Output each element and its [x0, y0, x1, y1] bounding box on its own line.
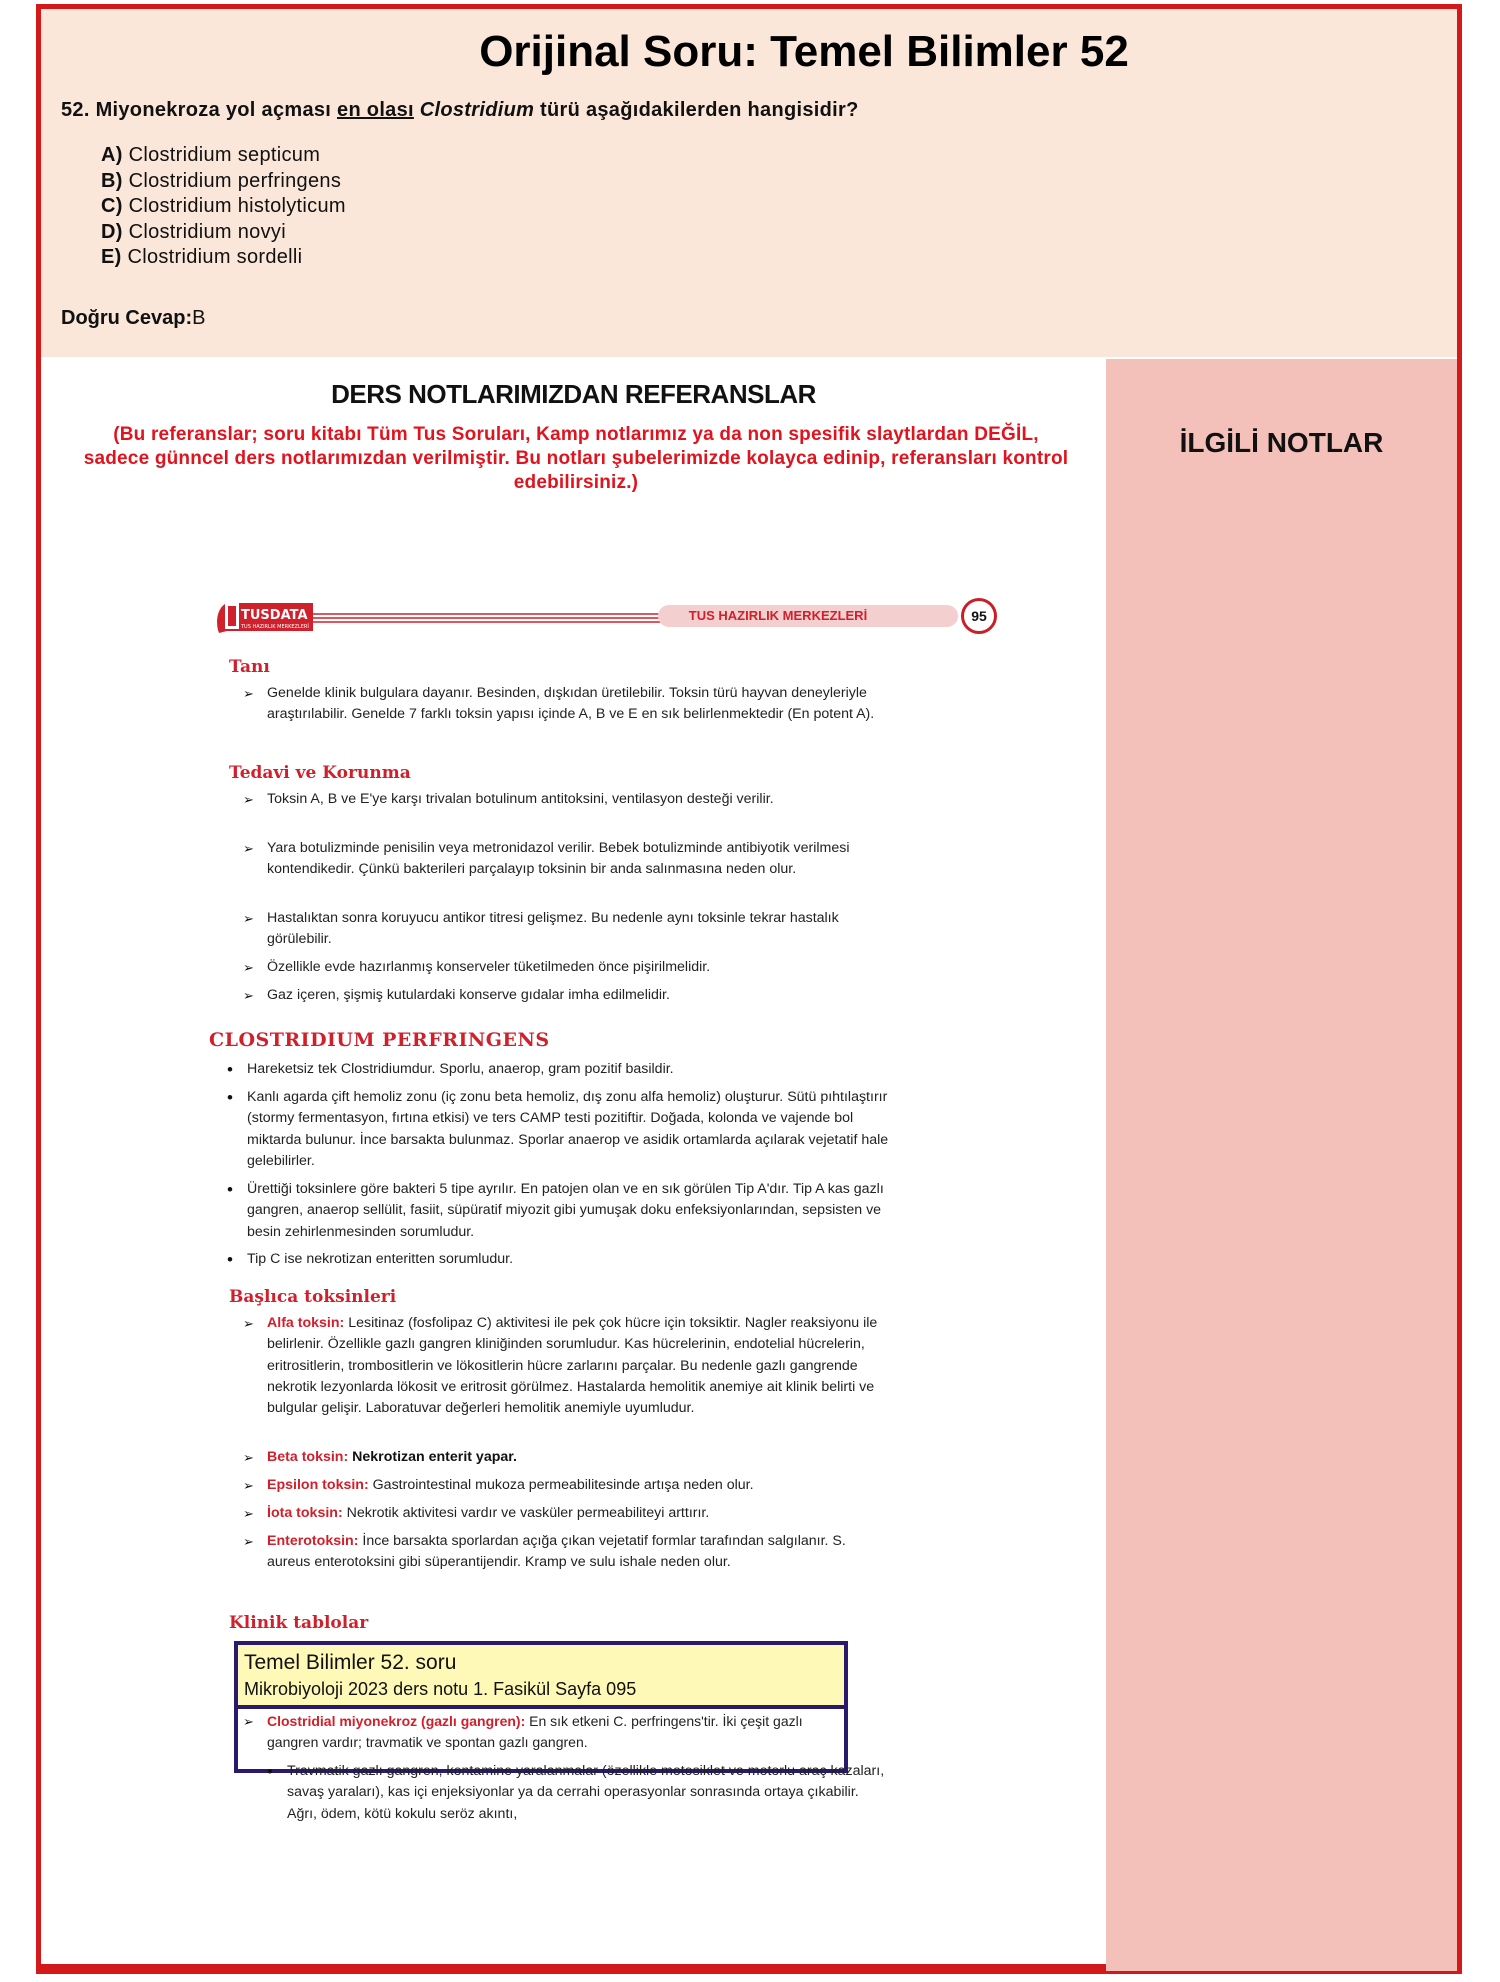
- tani-item-1: ➢ Genelde klinik bulgulara dayanır. Besinden, dışkıdan üretilebilir. Toksin türü hayvan deneyleriyle araştırılabilir. Genelde 7 farklı toksin yapısı içinde A, B ve E en sık belirlenmektedir (En potent A).: [267, 683, 887, 726]
- header-bar: [658, 605, 958, 627]
- references-title: DERS NOTLARIMIZDAN REFERANSLAR: [331, 379, 816, 409]
- reference-source-label: Mikrobiyoloji 2023 ders notu 1. Fasikül Sayfa 095: [244, 1679, 637, 1699]
- question-number: 52.: [61, 99, 90, 121]
- question-underlined: en olası: [337, 99, 414, 121]
- page-frame: [36, 4, 1462, 1974]
- question-panel: [41, 9, 1457, 357]
- option-c: C) Clostridium histolyticum: [101, 195, 346, 218]
- related-notes-column: [1106, 359, 1457, 1971]
- answer-options: [101, 143, 346, 271]
- correct-answer: [61, 307, 205, 330]
- question-part-2: türü aşağıdakilerden hangisidir?: [540, 99, 859, 121]
- alfa-toksin: ➢ Alfa toksin: Lesitinaz (fosfolipaz C) aktivitesi ile pek çok hücre için toksiktir. Nagler reaksiyonu ile belirlenir. Özellikle gazlı gangren kliniğinden sorumludur. Kas hücrelerinin, endotelial hücrelerin, eritrositlerin, trombositlerin ve lökositlerin hücre zarlarını parçalar. Bu nedenle gazlı gangrende nekrotik lezyonlarda lökosit ve eritrosit görülmez. Hastalarda hemolitik anemiye ait klinik belirti ve bulgular gelişir. Laboratuvar değerleri hemolitik anemiyle uyumludur.: [267, 1313, 889, 1419]
- miyonekroz-item: ➢ Clostridial miyonekroz (gazlı gangren): En sık etkeni C. perfringens'tir. İki çeşit gazlı gangren vardır; travmatik ve spontan gazlı gangren.: [267, 1711, 842, 1754]
- perf-item-1: • Hareketsiz tek Clostridiumdur. Sporlu, anaerop, gram pozitif basildir.: [247, 1059, 889, 1080]
- heading-tedavi: Tedavi ve Korunma: [229, 763, 411, 783]
- heading-tani: Tanı: [229, 657, 270, 677]
- option-a: A) Clostridium septicum: [101, 144, 321, 166]
- tedavi-item-3: ➢ Hastalıktan sonra koruyucu antikor titresi gelişmez. Bu nedenle aynı toksinle tekrar hastalık görülebilir.: [267, 908, 887, 951]
- tedavi-item-2: ➢ Yara botulizminde penisilin veya metronidazol verilir. Bebek botulizminde antibiyotik verilmesi kontendikedir. Çünkü bakterileri parçalayıp toksinin bir anda salınmasına neden olur.: [267, 838, 887, 881]
- tusdata-logo: [213, 593, 317, 639]
- reference-highlight-band: [238, 1645, 844, 1709]
- references-subtitle: (Bu referanslar; soru kitabı Tüm Tus Soruları, Kamp notlarımız ya da non spesifik slaytlardan DEĞİL, sadece günncel ders notlarımızdan verilmiştir. Bu notları şubelerimizde kolayca edinip, referansları kontrol edebilirsiniz.): [83, 424, 1069, 493]
- reference-question-label: Temel Bilimler 52. soru: [244, 1651, 457, 1674]
- option-d: D) Clostridium novyi: [101, 220, 286, 243]
- question-text: [61, 99, 859, 122]
- heading-perfringens: CLOSTRIDIUM PERFRINGENS: [209, 1029, 550, 1051]
- page-title: Orijinal Soru: Temel Bilimler 52: [479, 27, 1129, 76]
- perf-item-4: • Tip C ise nekrotizan enteritten sorumludur.: [247, 1249, 889, 1270]
- header-bar-text: TUS HAZIRLIK MERKEZLERİ: [688, 608, 868, 623]
- reference-highlight-box: [234, 1641, 848, 1773]
- answer-label: Doğru Cevap:: [61, 307, 193, 329]
- page-number: 95: [961, 598, 997, 634]
- heading-toksinler: Başlıca toksinleri: [229, 1287, 397, 1307]
- epsilon-toksin: ➢ Epsilon toksin: Gastrointestinal mukoza permeabilitesinde artışa neden olur.: [267, 1475, 889, 1496]
- logo-text: TUSDATA: [241, 608, 308, 623]
- tedavi-item-5: ➢ Gaz içeren, şişmiş kutulardaki konserve gıdalar imha edilmelidir.: [267, 985, 887, 1006]
- perf-item-2: • Kanlı agarda çift hemoliz zonu (iç zonu beta hemoliz, dış zonu alfa hemoliz) oluşturur. Sütü pıhtılaştırır (stormy fermentasyon, fırtına etkisi) ve ters CAMP testi pozitiftir. Doğada, kolonda ve vajende bol miktarda bulunur. İnce barsakta bulunmaz. Sporlar anaerop ve asidik ortamlarda açılarak vejetatif hale gelebilirler.: [247, 1087, 889, 1172]
- related-notes-title: İLGİLİ NOTLAR: [1179, 427, 1384, 458]
- travmatik-item: • Travmatik gazlı gangren, kontamine yaralanmalar (özellikle motosiklet ve motorlu araç kazaları, savaş yaraları), kas içi enjeksiyonlar ya da cerrahi operasyonlar sonrasında ortaya çıkabilir. Ağrı, ödem, kötü kokulu seröz akıntı,: [287, 1761, 889, 1825]
- beta-toksin: ➢ Beta toksin: Nekrotizan enterit yapar.: [267, 1447, 889, 1468]
- tedavi-item-4: ➢ Özellikle evde hazırlanmış konserveler tüketilmeden önce pişirilmelidir.: [267, 957, 887, 978]
- question-italic: Clostridium: [419, 99, 535, 121]
- option-e: E) Clostridium sordelli: [101, 246, 303, 269]
- enterotoksin: ➢ Enterotoksin: İnce barsakta sporlardan açığa çıkan vejetatif formlar tarafından salgılanır. S. aureus enterotoksini gibi süperantijendir. Kramp ve sulu ishale neden olur.: [267, 1531, 889, 1574]
- textbook-page-scan: [209, 593, 1041, 1843]
- answer-value: B: [192, 307, 206, 329]
- iota-toksin: ➢ İota toksin: Nekrotik aktivitesi vardır ve vasküler permeabiliteyi arttırır.: [267, 1503, 889, 1524]
- question-part-1: Miyonekroza yol açması: [95, 99, 332, 121]
- heading-klinik: Klinik tablolar: [229, 1613, 369, 1633]
- option-b: B) Clostridium perfringens: [101, 169, 342, 192]
- tedavi-item-1: ➢ Toksin A, B ve E'ye karşı trivalan botulinum antitoksini, ventilasyon desteği verilir.: [267, 789, 887, 810]
- perf-item-3: • Ürettiği toksinlere göre bakteri 5 tipe ayrılır. En patojen olan ve en sık görülen Tip A'dır. Tip A kas gazlı gangren, anaerop sellülit, fasiit, süpüratif miyozit gibi yumuşak doku enfeksiyonlarından, sepsisten ve besin zehirlenmesinden sorumludur.: [247, 1179, 889, 1243]
- logo-subtext: TUS HAZIRLIK MERKEZLERİ: [241, 624, 309, 630]
